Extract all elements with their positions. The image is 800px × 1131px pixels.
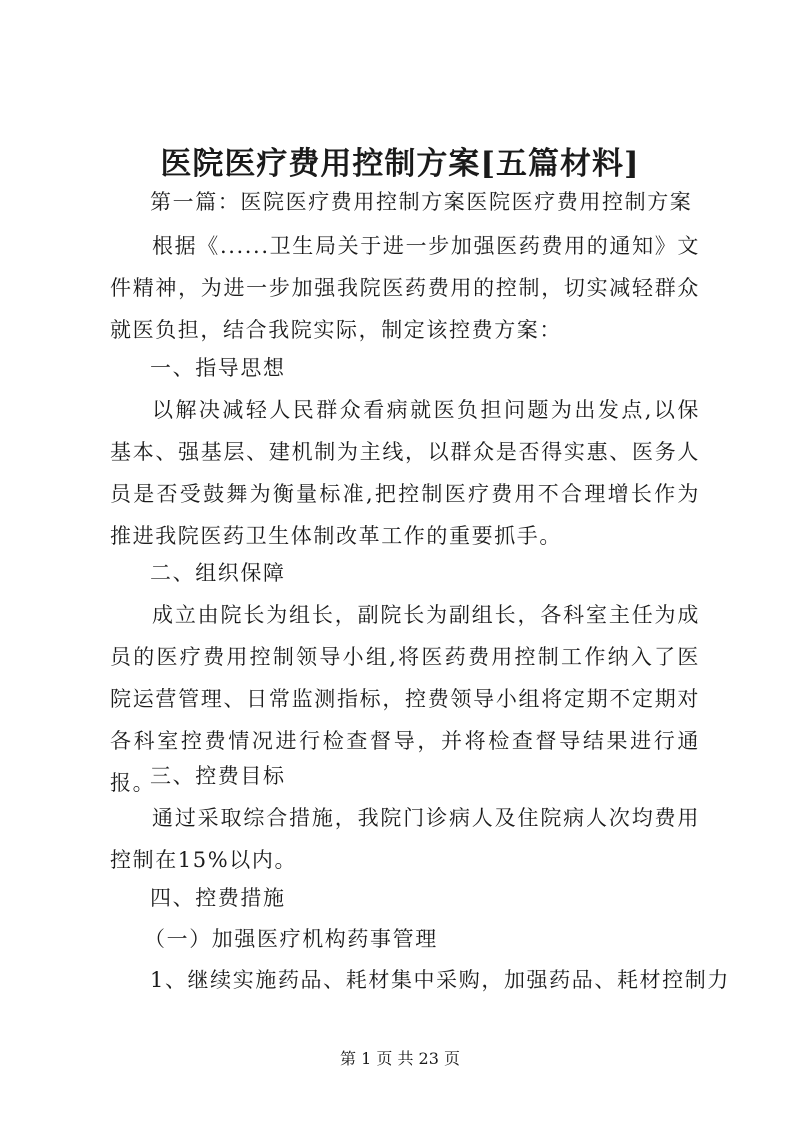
section-heading: 第一篇：医院医疗费用控制方案医院医疗费用控制方案	[150, 190, 693, 214]
heading-organization: 二、组织保障	[150, 561, 286, 585]
list-item-procurement: 1、继续实施药品、耗材集中采购，加强药品、耗材控制力	[150, 968, 730, 992]
heading-cost-goal: 三、控费目标	[150, 764, 286, 788]
subheading-pharmacy-management: （一）加强医疗机构药事管理	[144, 927, 438, 951]
paragraph-cost-goal: 通过采取综合措施，我院门诊病人及住院病人次均费用控制在15%以内。	[110, 806, 700, 872]
intro-paragraph: 根据《......卫生局关于进一步加强医药费用的通知》文件精神，为进一步加强我院医药费用的控制，切实减轻群众就医负担，结合我院实际，制定该控费方案：	[110, 234, 700, 342]
heading-guiding-ideology: 一、指导思想	[150, 356, 286, 380]
heading-cost-measures: 四、控费措施	[150, 886, 286, 910]
paragraph-guiding-ideology: 以解决减轻人民群众看病就医负担问题为出发点,以保基本、强基层、建机制为主线，以群众是否得实惠、医务人员是否受鼓舞为衡量标准,把控制医疗费用不合理增长作为推进我院医药卫生体制改革工作的重要抓手。	[110, 398, 700, 548]
page-number-footer: 第 1 页 共 23 页	[340, 1049, 460, 1068]
paragraph-organization: 成立由院长为组长，副院长为副组长，各科室主任为成员的医疗费用控制领导小组,将医药费用控制工作纳入了医院运营管理、日常监测指标，控费领导小组将定期不定期对各科室控费情况进行检查督导，并将检查督导结果进行通报。	[110, 603, 700, 795]
document-title: 医院医疗费用控制方案[五篇材料]	[160, 146, 640, 182]
